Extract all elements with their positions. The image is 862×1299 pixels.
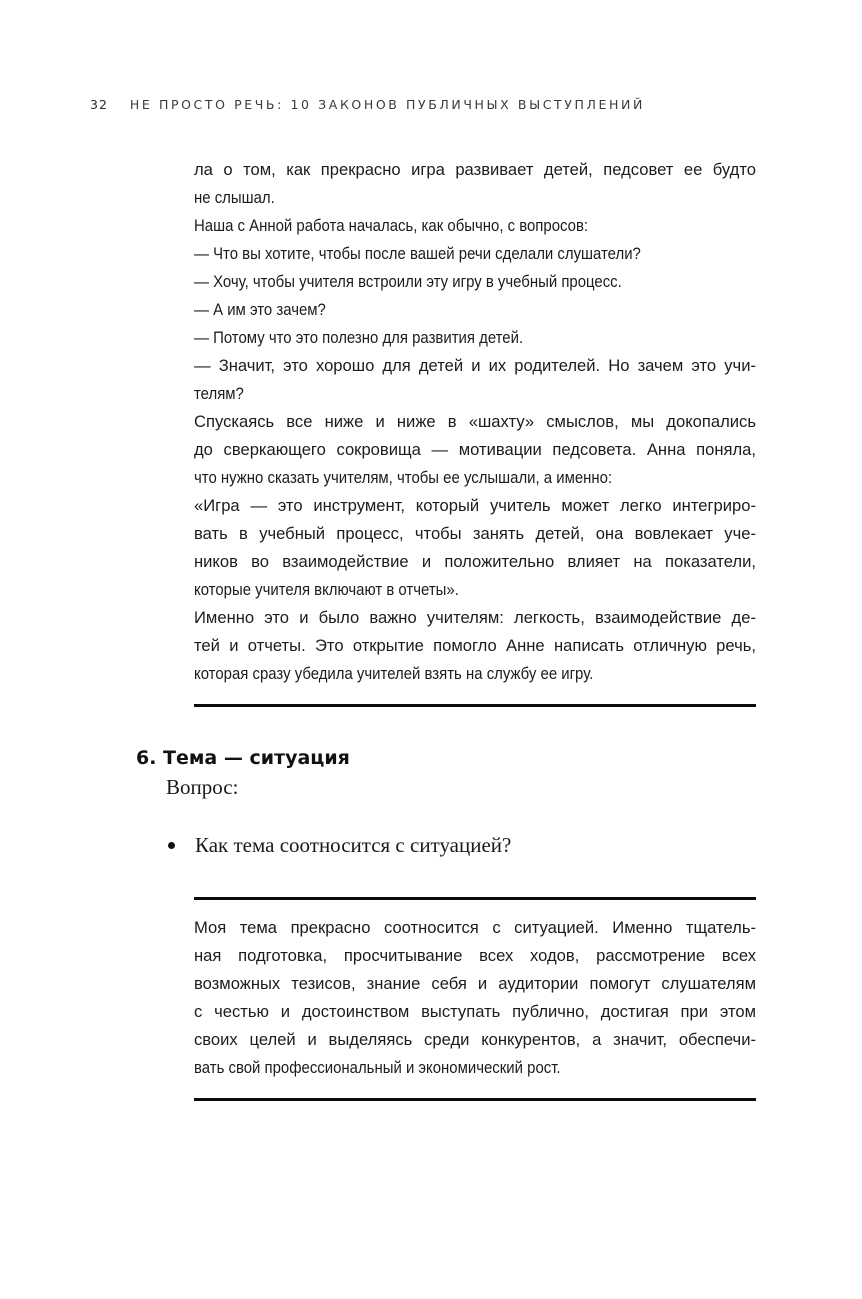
text-line: тей и отчеты. Это открытие помогло Анне написать отличную речь, [194,636,756,655]
text-line: ная подготовка, просчитывание всех ходов, рассмотрение всех [194,946,756,965]
dialogue-line: — Потому что это полезно для развития детей. [194,328,524,347]
text-line: которая сразу убедила учителей взять на службу ее игру. [194,664,594,683]
text-line: Именно это и было важно учителям: легкость, взаимодействие де- [194,608,756,627]
bullet-text: Как тема соотносится с ситуацией? [195,833,512,857]
dialogue-line: телям? [194,384,244,403]
text-line: до сверкающего сокровища — мотивации педсовета. Анна поняла, [194,440,756,459]
divider-rule [194,704,756,707]
quote-line: вать в учебный процесс, чтобы занять детей, она вовлекает уче- [194,524,756,543]
bullet-icon [168,842,175,849]
quote-line: которые учителя включают в отчеты». [194,580,459,599]
text-line: вать свой профессиональный и экономический рост. [194,1058,561,1077]
dialogue-line: — Значит, это хорошо для детей и их родителей. Но зачем это учи- [194,356,756,375]
book-title: НЕ ПРОСТО РЕЧЬ: 10 ЗАКОНОВ ПУБЛИЧНЫХ ВЫСТУПЛЕНИЙ [129,97,645,112]
story-text-block [194,156,756,688]
text-line: возможных тезисов, знание себя и аудитории помогут слушателям [194,974,756,993]
page-number: 32 [90,97,108,112]
quote-line: ников во взаимодействие и положительно влияет на показатели, [194,552,756,571]
bullet-item [166,830,511,860]
text-line: своих целей и выделяясь среди конкурентов, а значит, обеспечи- [194,1030,756,1049]
answer-text-block [194,914,756,1082]
dialogue-line: — Что вы хотите, чтобы после вашей речи сделали слушатели? [194,244,641,263]
text-line: Наша с Анной работа началась, как обычно, с вопросов: [194,216,589,235]
text-line: не слышал. [194,188,275,207]
text-line: Моя тема прекрасно соотносится с ситуацией. Именно тщатель- [194,918,756,937]
section-heading: 6. Тема — ситуация [136,747,350,769]
question-label: Вопрос: [166,775,239,799]
quote-line: «Игра — это инструмент, который учитель может легко интегриро- [194,496,756,515]
text-line: с честью и достоинством выступать публично, достигая при этом [194,1002,756,1021]
divider-rule [194,1098,756,1101]
dialogue-line: — А им это зачем? [194,300,326,319]
dialogue-line: — Хочу, чтобы учителя встроили эту игру в учебный процесс. [194,272,622,291]
running-head [90,97,645,112]
divider-rule [194,897,756,900]
text-line: что нужно сказать учителям, чтобы ее услышали, а именно: [194,468,613,487]
text-line: ла о том, как прекрасно игра развивает детей, педсовет ее будто [194,160,756,179]
text-line: Спускаясь все ниже и ниже в «шахту» смыслов, мы докопались [194,412,756,431]
